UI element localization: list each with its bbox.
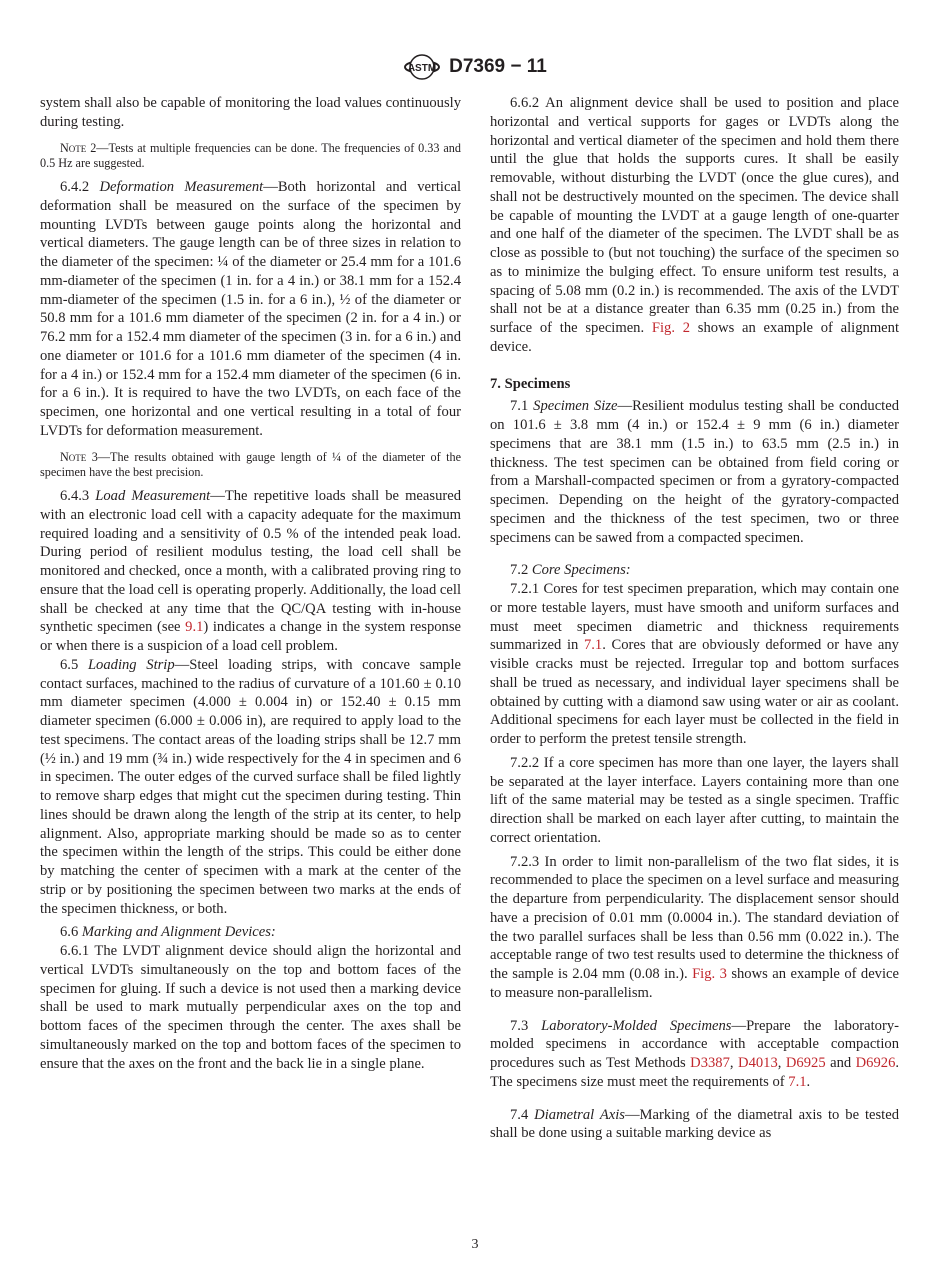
text-run: 2—Tests at multiple frequencies can be done. The frequencies of 0.33 and 0.5 Hz are suggested. [40,140,461,171]
section-title: Load Measurement [95,488,211,505]
note-label: Note [60,140,87,155]
text-run: , [729,1055,739,1071]
text-run: . Cores that are obviously deformed or have any visible cracks must be rejected. Irregular top and bottom surfaces shall be trued as necessary, and individual layer specimens shall be obtained by cutting with a diamond saw using water or air as coolant. Additional specimens for each layer must be collected in the field in order to perform the pretest tensile strength. [490,637,899,747]
text-run: 7.2 [510,562,532,579]
text-run: 6.4.2 [60,179,100,196]
text-run: 6.4.3 [60,488,96,505]
section-title: Core Specimens: [531,562,631,579]
paragraph [490,853,899,1003]
section-title: Loading Strip [87,656,175,673]
text-run: —Resilient modulus testing shall be conducted on 101.6 ± 3.8 mm (4 in.) or 152.4 ± 9 mm (6 in.) diameter specimens that are 38.1 mm (1.5 in.) to 63.5 mm (2.5 in.) in thickness. The test specimen can be obtained from field coring or from a Marshall-compacted specimen or from a gyratory-compacted specimen. Depending on the height of the gyratory-compacted specimen and the thickness of the test specimen, two or three specimens can be sawed from a compacted specimen. [490,398,900,546]
text-run: —Marking of the diametral axis to be tested shall be done using a suitable marking device as [490,1106,900,1142]
text-run: and [825,1055,856,1071]
cross-reference-link[interactable]: 9.1 [185,619,204,636]
text-run: 7.2.1 Cores for test specimen preparation, which may contain one or more testable layers, must have smooth and uniform surfaces and must meet specimen diametric and thickness requirements summarized in [490,581,899,654]
left-column [40,94,461,1073]
paragraph [40,656,461,919]
svg-text:ASTM: ASTM [407,63,437,74]
cross-reference-link[interactable]: D3387 [690,1055,730,1071]
section-title: Deformation Measurement [99,179,264,196]
text-run: 7.2.2 If a core specimen has more than one layer, the layers shall be separated at the layer interface. Layers containing more than one lift of the same material may be tested as a single specimen. Traffic direction shall be marked on each layer after cutting, to maintain the correct orientation. [490,754,899,846]
text-run: 7.4 [510,1106,535,1123]
section-title: Laboratory-Molded Specimens [541,1017,732,1034]
text-run: shows an example of alignment device. [490,320,900,355]
paragraph [490,561,899,580]
text-run: , [777,1055,786,1071]
text-run: 7. Specimens [490,375,571,392]
cross-reference-link[interactable]: D6926 [855,1055,896,1071]
text-run: —Prepare the laboratory-molded specimens in accordance with acceptable compaction procedures such as Test Methods [490,1017,899,1071]
note [40,450,461,482]
section-title: Diametral Axis [534,1106,625,1123]
text-run: 7.2.3 In order to limit non-parallelism of the two flat sides, it is recommended to place the specimen on a level surface and measuring the departure from perpendicularity. The displacement sensor should have a precision of 0.01 mm (0.0004 in.). The standard deviation of the two parallel surfaces shall be less than 0.56 mm (0.022 in.). The acceptable range of two test results used to determine the thickness of the sample is 2.04 mm (0.08 in.). [490,853,899,982]
paragraph [490,580,899,749]
section-title: Marking and Alignment Devices: [81,924,276,941]
text-run: 3—The results obtained with gauge length of ¼ of the diameter of the specimen have the best precision. [40,449,461,480]
text-run: 7.3 [510,1017,542,1034]
right-column [490,94,899,1143]
text-run: 6.5 [60,656,88,673]
paragraph [40,487,461,656]
paragraph [40,923,461,942]
paragraph [490,94,899,357]
paragraph [490,1106,899,1144]
paragraph [490,754,899,848]
cross-reference-link[interactable]: 7.1 [583,637,603,654]
section-title: Specimen Size [533,398,618,415]
astm-logo-icon [403,52,441,82]
text-run: 6.6.1 The LVDT alignment device should align the horizontal and vertical LVDTs simultaneously on the top and bottom faces of the specimen for gluing. If such a device is not used then a marking device shall be used to mark mutually perpendicular axes on the top and bottom faces of the specimen through the center. The axes shall be simultaneously marked on the top and bottom faces of the specimen to ensure that the axes on the front and the back lie in a single plane. [40,943,461,1072]
paragraph [40,942,461,1073]
text-run: 6.6.2 An alignment device shall be used to position and place horizontal and vertical supports for gages or LVDTs along the horizontal and vertical diameter of the specimen and hold them there until the glue that holds the supports cures. It shall be easily removable, without disturbing the LVDT (once the glue cures), and shall not be destructively mounted on the specimen. The device shall be capable of mounting the LVDT at a gauge length of one-quarter and one half of the diameter of the specimen. The LVDT shall be as close as possible to (but not touching) the surface of the specimen so as to minimize the bulging effect. To ensure uniform test results, a spacing of 5.08 mm (0.2 in.) is recommended. The axis of the LVDT shall not be at a distance greater than 6.35 mm (0.25 in.) from the surface of the specimen. [490,95,899,336]
text-run: —Both horizontal and vertical deformation shall be measured on the surface of the specimen by mounting LVDTs between gauge points along the horizontal and vertical diameters. The gauge length can be of three sizes in relation to the diameter of the specimen: ¼ of the diameter or 25.4 mm for a 101.6 mm-diameter of the specimen (1 in. for a 4 in.) or 38.1 mm for a 152.4 mm-diameter of the specimen (1.5 in. for a 6 in.), ½ of the diameter or 50.8 mm for a 101.6 mm diameter of the specimen (2 in. for a 4 in.) or 76.2 mm for a 152.4 mm diameter of the specimen (3 in. for a 6 in.) and one diameter or 101.6 for a 101.6 mm diameter of the specimen (4 in. for a 4 in.) or 152.4 mm for a 152.4 mm diameter of the specimen (6 in. for a 6 in.). It is required to have the two LVDTs, on each face of the specimen, one horizontal and one vertical resulting in a total of four LVDTs for deformation measurement. [40,179,461,439]
cross-reference-link[interactable]: Fig. 2 [651,320,691,336]
text-run: —Steel loading strips, with concave sample contact surfaces, machined to the radius of curvature of a 101.60 ± 0.10 mm diameter specimen (4.000 ± 0.004 in) or 152.40 ± 0.15 mm diameter specimen (6.000 ± 0.006 in), are required to apply load to the test specimens. The contact areas of the loading strips shall be 12.7 mm (½ in.) and 19 mm (¾ in.) wide respectively for the 4 in specimen and 6 in specimen. The outer edges of the curved surface shall be filed lightly to remove sharp edges that might cut the specimen during testing. Thin lines should be drawn along the length of the strip at its center, to help alignment. Also, appropriate marking should be made so as to center the specimen within the length of the strips. This could be either done by matching the center of specimen with a mark at the center of the strip or by positioning the specimen between two marks at the ends of the specimen thickness, or both. [40,656,462,917]
text-run: 6.6 [60,924,82,941]
cross-reference-link[interactable]: Fig. 3 [692,966,727,982]
note-label: Note [60,449,87,464]
paragraph [490,1017,899,1092]
text-run: . [806,1073,811,1090]
text-run: system shall also be capable of monitoring the load values continuously during testing. [40,95,461,130]
text-run: . The specimens size must meet the requirements of [490,1055,900,1090]
cross-reference-link[interactable]: D6925 [785,1055,826,1071]
paragraph [490,397,899,547]
text-run: —The repetitive loads shall be measured with an electronic load cell with a capacity adequate for the maximum required loading and a sensitivity of 0.5 % of the intended peak load. During period of resilient modulus testing, the load cell shall be monitored and checked, once a month, with a calibrated proving ring to ensure that the load cell is operating properly. Additionally, the load cell shall be checked at any time that the QC/QA testing with in-house synthetic specimen (see [40,488,461,636]
text-run: 7.1 [510,398,534,415]
document-id: D7369 − 11 [449,56,547,77]
text-run: ) indicates a change in the system response or when there is a suspicion of a load cell problem. [40,619,461,655]
note [40,141,461,173]
text-run: shows an example of device to measure non-parallelism. [490,966,899,1001]
page-number: 3 [471,1237,479,1252]
paragraph [40,178,461,441]
cross-reference-link[interactable]: 7.1 [788,1073,807,1090]
paragraph [40,94,461,132]
page-header [0,52,950,82]
section-heading [490,375,899,394]
cross-reference-link[interactable]: D4013 [738,1055,778,1071]
